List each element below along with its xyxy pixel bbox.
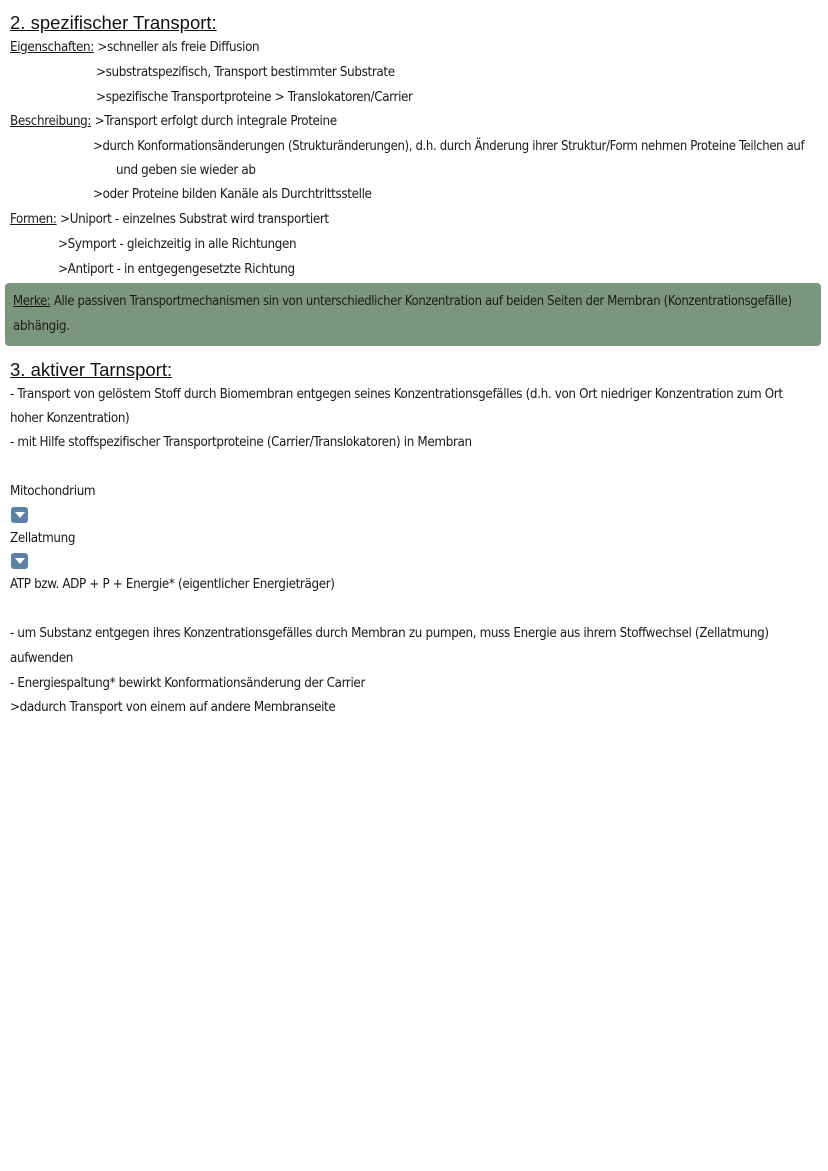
merke-label: Merke: bbox=[13, 294, 51, 309]
section-3-line-6: - Energiespaltung* bewirkt Konformationsänderung der Carrier bbox=[10, 676, 366, 691]
beschreibung-text-1: >Transport erfolgt durch integrale Proteine bbox=[94, 114, 337, 129]
section-2-title: 2. spezifischer Transport: bbox=[10, 12, 217, 33]
section-3-line-1: - Transport von gelöstem Stoff durch Biomembran entgegen seines Konzentrationsgefälles (d.h. von Ort niedriger Konzentration zum Ort bbox=[10, 387, 783, 402]
beschreibung-line-2: >durch Konformationsänderungen (Strukturänderungen), d.h. durch Änderung ihrer Struktur/Form nehmen Proteine Teilchen auf bbox=[93, 139, 805, 154]
formen-text-1: >Uniport - einzelnes Substrat wird transportiert bbox=[60, 212, 329, 227]
beschreibung-line-3: und geben sie wieder ab bbox=[116, 163, 256, 178]
eigenschaften-line-2: >substratspezifisch, Transport bestimmter Substrate bbox=[96, 65, 395, 80]
section-3-line-2: hoher Konzentration) bbox=[10, 411, 130, 426]
merke-box bbox=[5, 283, 821, 346]
chain-mitochondrium: Mitochondrium bbox=[10, 484, 96, 499]
section-3-line-5: aufwenden bbox=[10, 651, 74, 666]
formen-line-3: >Antiport - in entgegengesetzte Richtung bbox=[58, 262, 295, 277]
chain-atp: ATP bzw. ADP + P + Energie* (eigentlicher Energieträger) bbox=[10, 577, 335, 592]
merke-line-1 bbox=[13, 293, 792, 311]
formen-line-1 bbox=[10, 211, 329, 229]
beschreibung-line-4: >oder Proteine bilden Kanäle als Durchtrittsstelle bbox=[93, 187, 372, 202]
arrow-down-icon bbox=[11, 507, 28, 523]
beschreibung-label: Beschreibung: bbox=[10, 114, 92, 129]
merke-line-2: abhängig. bbox=[13, 319, 70, 334]
chain-zellatmung: Zellatmung bbox=[10, 531, 76, 546]
eigenschaften-line-1 bbox=[10, 39, 259, 57]
section-3-line-3: - mit Hilfe stoffspezifischer Transportproteine (Carrier/Translokatoren) in Membran bbox=[10, 435, 472, 450]
eigenschaften-label: Eigenschaften: bbox=[10, 40, 94, 55]
formen-label: Formen: bbox=[10, 212, 57, 227]
arrow-down-icon bbox=[11, 553, 28, 569]
beschreibung-line-1 bbox=[10, 113, 337, 131]
formen-line-2: >Symport - gleichzeitig in alle Richtungen bbox=[58, 237, 297, 252]
eigenschaften-text-1: >schneller als freie Diffusion bbox=[97, 40, 260, 55]
merke-text-1: Alle passiven Transportmechanismen sin von unterschiedlicher Konzentration auf beiden Seiten der Membran (Konzentrationsgefälle) bbox=[53, 294, 792, 309]
eigenschaften-line-3: >spezifische Transportproteine > Translokatoren/Carrier bbox=[96, 90, 413, 105]
section-3-line-7: >dadurch Transport von einem auf andere Membranseite bbox=[10, 700, 336, 715]
section-3-title: 3. aktiver Tarnsport: bbox=[10, 359, 173, 380]
section-3-line-4: - um Substanz entgegen ihres Konzentrationsgefälles durch Membran zu pumpen, muss Energie aus ihrem Stoffwechsel (Zellatmung) bbox=[10, 626, 769, 641]
